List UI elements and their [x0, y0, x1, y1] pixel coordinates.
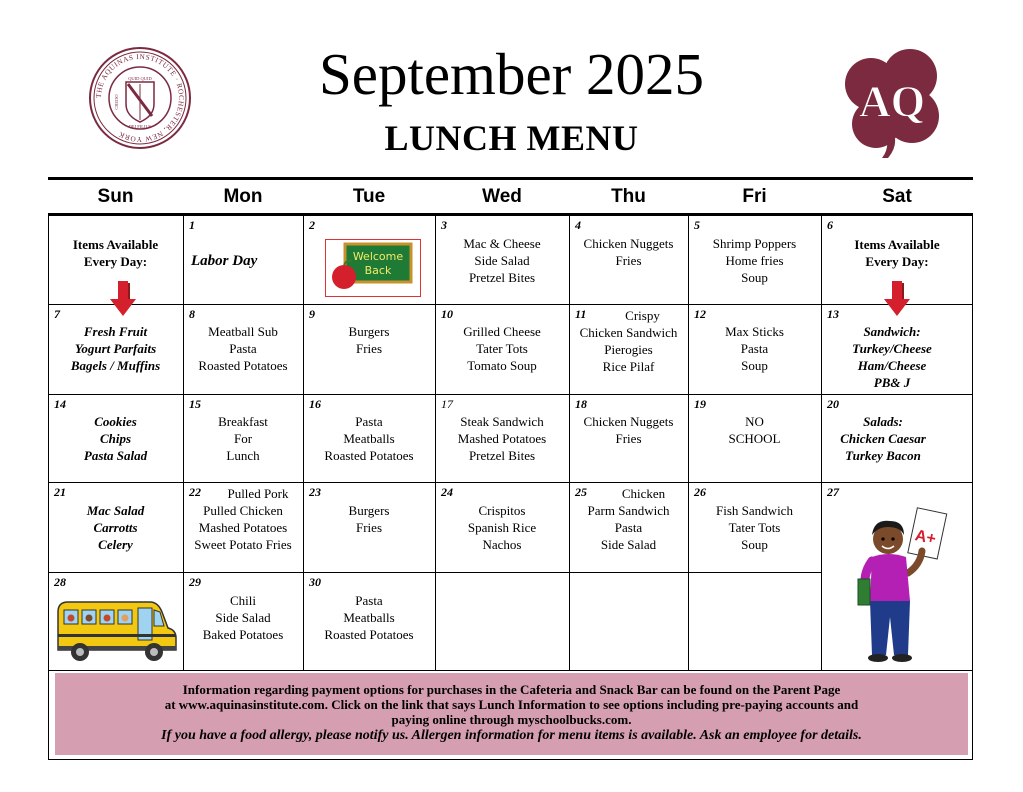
day-number: 17: [441, 397, 453, 411]
day-number: 26: [694, 485, 706, 499]
day-header-sat: Sat: [882, 186, 912, 207]
day-header-fri: Fri: [742, 186, 767, 207]
cell-items: Cookies Chips Pasta Salad: [83, 414, 148, 463]
day-number: 23: [309, 485, 321, 499]
cell-items: Max Sticks Pasta Soup: [725, 324, 784, 373]
day-number: 10: [441, 307, 453, 321]
day-cell: [303, 394, 435, 482]
day-cell: [48, 482, 183, 572]
cell-items: Chicken Parm Sandwich Pasta Side Salad: [587, 486, 670, 552]
student-with-a-plus-image: [850, 505, 950, 667]
day-header-mon: Mon: [223, 186, 263, 207]
day-number: 22: [189, 485, 201, 499]
svg-text:QUID QUID: QUID QUID: [128, 76, 152, 81]
day-number: 15: [189, 397, 201, 411]
day-cell: [183, 394, 303, 482]
day-cell: [435, 304, 569, 394]
day-header-thu: Thu: [611, 186, 646, 207]
day-number: 24: [441, 485, 453, 499]
svg-text:Welcome: Welcome: [352, 250, 404, 263]
day-number: 21: [54, 485, 66, 499]
svg-text:THE AQUINAS INSTITUTE · ROCHES: THE AQUINAS INSTITUTE · ROCHESTER, NEW YORK: [93, 51, 187, 145]
day-number: 4: [575, 218, 581, 232]
day-number: 25: [575, 485, 587, 499]
day-header-tue: Tue: [352, 186, 386, 207]
day-number: 11: [575, 307, 587, 321]
day-cell: [48, 304, 183, 394]
cell-items: Salads: Chicken Caesar Turkey Bacon: [840, 414, 926, 463]
day-cell: [821, 394, 973, 482]
day-number: 8: [189, 307, 195, 321]
day-cell: [569, 304, 688, 394]
grid-line: [48, 670, 973, 671]
day-number: 6: [827, 218, 833, 232]
cell-items: Fish Sandwich Tater Tots Soup: [716, 503, 793, 552]
header-rule: [48, 177, 973, 180]
info-line: Information regarding payment options for purchases in the Cafeteria and Snack Bar can be found on the Parent Page: [182, 682, 841, 697]
cell-items: NO SCHOOL: [728, 414, 781, 446]
day-header-sun: Sun: [97, 186, 134, 207]
day-cell: [303, 215, 435, 304]
cell-items: Chicken Nuggets Fries: [583, 236, 674, 268]
day-number: 16: [309, 397, 321, 411]
day-number: 30: [309, 575, 321, 589]
cell-items: Items Available Every Day:: [854, 237, 940, 269]
cell-items: Mac Salad Carrotts Celery: [86, 503, 145, 552]
aq-shamrock-logo: [838, 44, 946, 160]
day-number: 20: [827, 397, 839, 411]
cell-items: Mac & Cheese Side Salad Pretzel Bites: [463, 236, 541, 285]
day-cell: [303, 304, 435, 394]
day-cell: [48, 394, 183, 482]
holiday-label: Labor Day: [191, 253, 258, 269]
cell-items: Burgers Fries: [348, 503, 390, 535]
day-cell: [303, 482, 435, 572]
day-number: 27: [827, 485, 839, 499]
svg-text:DEI FILIUS: DEI FILIUS: [128, 124, 152, 129]
cell-items: Crispy Chicken Sandwich Pierogies Rice Pilaf: [579, 308, 678, 374]
cell-items: Burgers Fries: [348, 324, 390, 356]
cell-items: Chicken Nuggets Fries: [583, 414, 674, 446]
day-cell: [183, 572, 303, 670]
day-number: 5: [694, 218, 700, 232]
day-number: 2: [309, 218, 315, 232]
day-cell: [183, 215, 303, 304]
cell-items: Pasta Meatballs Roasted Potatoes: [324, 593, 414, 642]
info-box: [55, 673, 968, 755]
day-cell: [688, 215, 821, 304]
cell-items: Fresh Fruit Yogurt Parfaits Bagels / Muffins: [70, 324, 161, 373]
day-number: 12: [694, 307, 706, 321]
day-number: 9: [309, 307, 315, 321]
cell-items: Meatball Sub Pasta Roasted Potatoes: [198, 324, 288, 373]
day-number: 3: [441, 218, 447, 232]
day-cell: [569, 482, 688, 572]
page-subtitle: LUNCH MENU: [384, 118, 639, 158]
day-number: 18: [575, 397, 587, 411]
day-cell: [569, 394, 688, 482]
cell-items: Items Available Every Day:: [72, 237, 159, 269]
allergy-notice: If you have a food allergy, please notify us. Allergen information for menu items is available. Ask an employee for details.: [161, 728, 862, 743]
day-number: 7: [54, 307, 60, 321]
day-cell: [569, 215, 688, 304]
day-cell: [688, 304, 821, 394]
cell-items: Pulled Pork Pulled Chicken Mashed Potatoes Sweet Potato Fries: [194, 486, 292, 552]
cell-items: Chili Side Salad Baked Potatoes: [202, 593, 284, 642]
info-line: paying online through myschoolbucks.com.: [391, 712, 632, 727]
day-number: 13: [827, 307, 839, 321]
cell-items: Crispitos Spanish Rice Nachos: [467, 503, 537, 552]
cell-items: Pasta Meatballs Roasted Potatoes: [324, 414, 414, 463]
school-bus-image: [54, 594, 178, 664]
cell-items: Steak Sandwich Mashed Potatoes Pretzel Bites: [457, 414, 547, 463]
day-cell: [303, 572, 435, 670]
svg-text:CREDO: CREDO: [114, 94, 119, 110]
day-number: 1: [189, 218, 195, 232]
day-number: 28: [54, 575, 66, 589]
day-cell: [435, 215, 569, 304]
day-cell: [688, 482, 821, 572]
svg-text:Back: Back: [364, 264, 392, 277]
day-number: 14: [54, 397, 66, 411]
welcome-back-sign-image: [325, 239, 421, 297]
cell-items: Sandwich: Turkey/Cheese Ham/Cheese PB& J: [852, 324, 932, 390]
day-cell: [821, 304, 973, 394]
page-title: September 2025: [318, 41, 705, 107]
day-number: 19: [694, 397, 706, 411]
svg-text:AQ: AQ: [859, 77, 925, 126]
day-cell: [48, 572, 183, 670]
day-cell: [183, 304, 303, 394]
day-cell: [435, 394, 569, 482]
cell-items: Breakfast For Lunch: [218, 414, 268, 463]
day-cell: [435, 482, 569, 572]
cell-items: Shrimp Poppers Home fries Soup: [712, 236, 797, 285]
info-line: at www.aquinasinstitute.com. Click on the link that says Lunch Information to see options including pre-paying accounts and: [164, 697, 859, 712]
svg-text:A+: A+: [913, 527, 938, 549]
day-number: 29: [189, 575, 201, 589]
day-cell: [183, 482, 303, 572]
cell-items: Grilled Cheese Tater Tots Tomato Soup: [463, 324, 541, 373]
day-header-wed: Wed: [482, 186, 522, 207]
